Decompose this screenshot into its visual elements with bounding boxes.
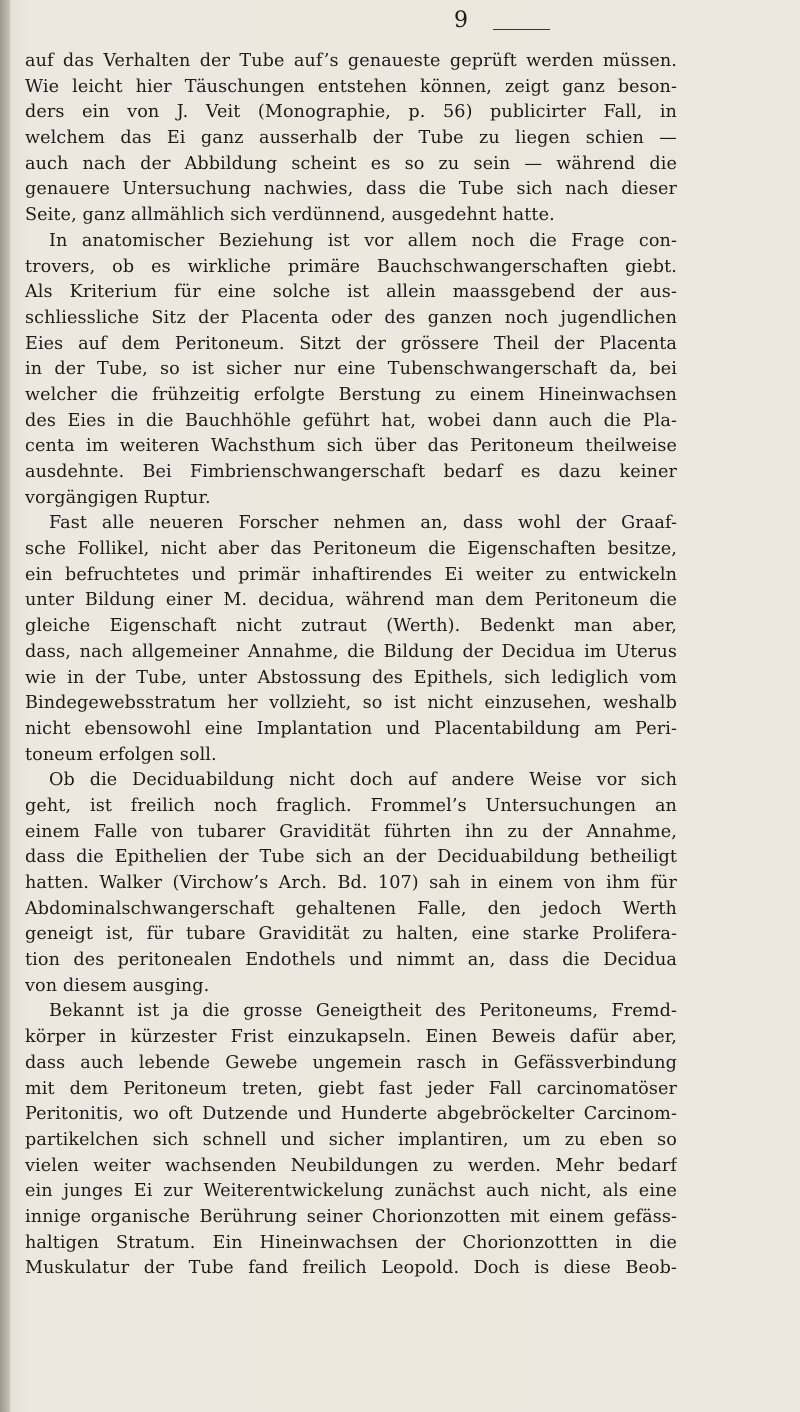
text-line: dass auch lebende Gewebe ungemein rasch in Gefässverbindung bbox=[25, 1052, 677, 1073]
text-line: Als Kriterium für eine solche ist allein maassgebend der aus- bbox=[25, 282, 677, 303]
text-line: Abdominalschwangerschaft gehaltenen Falle, den jedoch Werth bbox=[25, 898, 677, 919]
text-line: schliessliche Sitz der Placenta oder des ganzen noch jugendlichen bbox=[25, 307, 677, 328]
text-line: welchem das Ei ganz ausserhalb der Tube zu liegen schien — bbox=[25, 128, 677, 149]
text-line: Fast alle neueren Forscher nehmen an, dass wohl der Graaf- bbox=[49, 513, 677, 534]
text-line: ein befruchtetes und primär inhaftirendes Ei weiter zu entwickeln bbox=[25, 564, 677, 585]
text-line: einem Falle von tubarer Gravidität führten ihn zu der Annahme, bbox=[25, 821, 677, 842]
text-line: In anatomischer Beziehung ist vor allem noch die Frage con- bbox=[49, 230, 677, 251]
text-line: körper in kürzester Frist einzukapseln. Einen Beweis dafür aber, bbox=[25, 1027, 677, 1048]
text-line: auch nach der Abbildung scheint es so zu sein — während die bbox=[25, 153, 677, 174]
text-line: Bindegewebsstratum her vollzieht, so ist nicht einzusehen, weshalb bbox=[25, 693, 677, 714]
text-line: wie in der Tube, unter Abstossung des Epithels, sich lediglich vom bbox=[25, 667, 677, 688]
text-line: Bekannt ist ja die grosse Geneigtheit des Peritoneums, Fremd- bbox=[49, 1001, 677, 1022]
text-line: von diesem ausging. bbox=[25, 975, 210, 996]
text-line: geneigt ist, für tubare Gravidität zu halten, eine starke Prolifera- bbox=[25, 924, 677, 945]
text-line: sche Follikel, nicht aber das Peritoneum die Eigenschaften besitze, bbox=[25, 539, 677, 560]
text-line: dass, nach allgemeiner Annahme, die Bildung der Decidua im Uterus bbox=[25, 641, 677, 662]
text-line: haltigen Stratum. Ein Hineinwachsen der Chorionzottten in die bbox=[25, 1232, 677, 1253]
text-line: vielen weiter wachsenden Neubildungen zu werden. Mehr bedarf bbox=[25, 1155, 677, 1176]
text-line: ders ein von J. Veit (Monographie, p. 56) publicirter Fall, in bbox=[25, 102, 677, 123]
text-line: des Eies in die Bauchhöhle geführt hat, wobei dann auch die Pla- bbox=[25, 410, 677, 431]
text-line: centa im weiteren Wachsthum sich über das Peritoneum theilweise bbox=[25, 436, 677, 457]
text-line: toneum erfolgen soll. bbox=[25, 744, 217, 765]
page-number: 9 bbox=[454, 8, 468, 33]
text-line: mit dem Peritoneum treten, giebt fast jeder Fall carcinomatöser bbox=[25, 1078, 677, 1099]
text-line: dass die Epithelien der Tube sich an der Deciduabildung betheiligt bbox=[25, 847, 677, 868]
text-line: Wie leicht hier Täuschungen entstehen können, zeigt ganz beson- bbox=[25, 76, 677, 97]
text-line: ausdehnte. Bei Fimbrienschwangerschaft bedarf es dazu keiner bbox=[25, 462, 677, 482]
text-line: auf das Verhalten der Tube auf’s genaueste geprüft werden müssen. bbox=[25, 51, 677, 71]
text-line: vorgängigen Ruptur. bbox=[25, 487, 211, 508]
text-line: gleiche Eigenschaft nicht zutraut (Werth). Bedenkt man aber, bbox=[25, 616, 677, 637]
page-gutter-shadow bbox=[0, 0, 10, 1412]
header-rule bbox=[493, 29, 550, 30]
text-line: Seite, ganz allmählich sich verdünnend, ausgedehnt hatte. bbox=[25, 205, 555, 226]
text-line: ein junges Ei zur Weiterentwickelung zunächst auch nicht, als eine bbox=[25, 1181, 677, 1202]
text-line: geht, ist freilich noch fraglich. Frommel’s Untersuchungen an bbox=[25, 795, 677, 816]
text-line: Eies auf dem Peritoneum. Sitzt der grössere Theil der Placenta bbox=[25, 333, 677, 354]
text-line: tion des peritonealen Endothels und nimmt an, dass die Decidua bbox=[25, 950, 677, 971]
text-line: partikelchen sich schnell und sicher implantiren, um zu eben so bbox=[25, 1129, 677, 1150]
body-text bbox=[25, 49, 677, 1282]
text-line: genauere Untersuchung nachwies, dass die Tube sich nach dieser bbox=[25, 179, 677, 200]
text-line: welcher die frühzeitig erfolgte Berstung zu einem Hineinwachsen bbox=[25, 384, 677, 405]
text-line: Ob die Deciduabildung nicht doch auf andere Weise vor sich bbox=[49, 770, 677, 791]
text-line: nicht ebensowohl eine Implantation und Placentabildung am Peri- bbox=[25, 718, 677, 739]
text-line: innige organische Berührung seiner Chorionzotten mit einem gefäss- bbox=[25, 1206, 677, 1227]
text-line: Peritonitis, wo oft Dutzende und Hunderte abgebröckelter Carcinom- bbox=[25, 1104, 677, 1125]
text-line: in der Tube, so ist sicher nur eine Tubenschwangerschaft da, bei bbox=[25, 359, 677, 380]
text-line: unter Bildung einer M. decidua, während man dem Peritoneum die bbox=[25, 590, 677, 611]
text-line: hatten. Walker (Virchow’s Arch. Bd. 107) sah in einem von ihm für bbox=[25, 873, 677, 893]
text-line: Muskulatur der Tube fand freilich Leopold. Doch is diese Beob- bbox=[25, 1258, 677, 1279]
text-line: trovers, ob es wirkliche primäre Bauchschwangerschaften giebt. bbox=[25, 256, 677, 277]
